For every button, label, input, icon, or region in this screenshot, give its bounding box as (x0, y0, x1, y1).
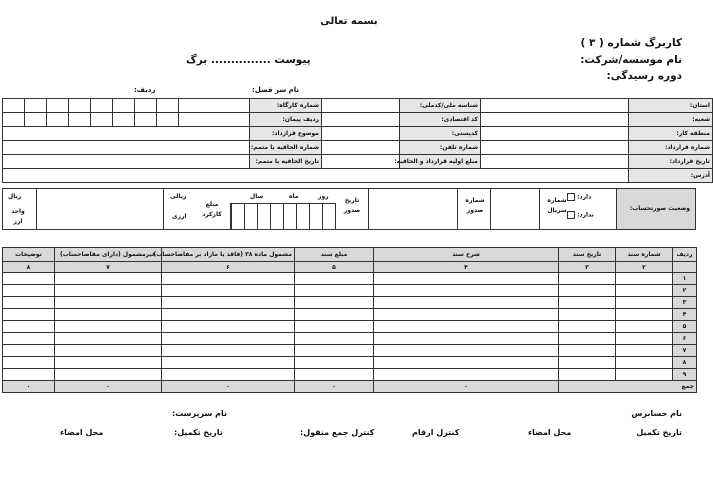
grid-cell[interactable] (157, 113, 179, 127)
table-cell[interactable] (374, 273, 559, 285)
table-cell[interactable] (3, 345, 55, 357)
serial-no-label: شماره سریال (547, 197, 567, 214)
grid-cell[interactable] (135, 113, 157, 127)
table-cell[interactable] (3, 333, 55, 345)
has-invoice-option[interactable] (567, 193, 591, 201)
amendment-date-field[interactable] (3, 155, 250, 169)
table-cell[interactable] (616, 285, 673, 297)
contract-no-field[interactable] (481, 141, 629, 155)
table-cell[interactable] (559, 333, 616, 345)
total-label: جمع (559, 381, 697, 393)
table-cell[interactable] (55, 297, 162, 309)
col-header-notes: توضیحات (3, 248, 55, 262)
table-cell[interactable] (616, 309, 673, 321)
table-cell[interactable] (616, 369, 673, 381)
row-number: ۶ (673, 333, 697, 345)
number-control-label: کنترل ارقام (412, 428, 460, 437)
row-number: ۳ (673, 297, 697, 309)
table-cell[interactable] (616, 333, 673, 345)
col-number: ۴ (374, 262, 559, 273)
grid-cell[interactable] (69, 99, 91, 113)
table-cell[interactable] (295, 369, 374, 381)
grid-cell[interactable] (69, 113, 91, 127)
table-cell[interactable] (616, 297, 673, 309)
completion-date-label-1: تاریخ تکمیل (636, 428, 682, 437)
table-cell[interactable] (3, 357, 55, 369)
signature-label-1: محل امضاء (528, 428, 572, 437)
col-header-amount: مبلغ سند (295, 248, 374, 262)
amendment-no-field[interactable] (3, 141, 250, 155)
table-cell[interactable] (55, 369, 162, 381)
grid-cell[interactable] (91, 99, 113, 113)
postal-code-field[interactable] (322, 127, 400, 141)
contract-no-label: شماره قرارداد: (629, 141, 713, 155)
table-cell[interactable] (559, 309, 616, 321)
issue-date-field[interactable] (230, 203, 336, 230)
grid-cell[interactable] (113, 113, 135, 127)
contract-subject-label: موضوع قرارداد: (250, 127, 322, 141)
grid-cell[interactable] (3, 113, 25, 127)
table-cell[interactable] (55, 357, 162, 369)
col-number: ۶ (162, 262, 295, 273)
grid-cell[interactable] (113, 99, 135, 113)
branch-field[interactable] (481, 113, 629, 127)
carried-total-control-label: کنترل جمع منقول: (300, 428, 375, 437)
month-label: ماه (289, 193, 299, 200)
contract-date-field[interactable] (481, 155, 629, 169)
table-cell[interactable] (55, 333, 162, 345)
table-cell[interactable] (616, 321, 673, 333)
table-cell[interactable] (616, 357, 673, 369)
address-label: آدرس: (629, 169, 713, 183)
table-cell[interactable] (3, 309, 55, 321)
documents-table (2, 247, 697, 393)
table-cell[interactable] (374, 309, 559, 321)
table-cell[interactable] (374, 333, 559, 345)
address-field[interactable] (3, 169, 629, 183)
col-number: ۳ (559, 262, 616, 273)
table-cell[interactable] (559, 273, 616, 285)
has-not-label: ندارد: (577, 211, 594, 219)
col-number: ۲ (616, 262, 673, 273)
info-table (2, 98, 713, 183)
table-cell[interactable] (162, 321, 295, 333)
grid-cell[interactable] (135, 99, 157, 113)
col-number: ۵ (295, 262, 374, 273)
currency-unit-label: واحد ارز (11, 208, 25, 225)
signature-label-2: محل امضاء (60, 428, 104, 437)
table-cell[interactable] (374, 369, 559, 381)
grid-cell[interactable] (25, 113, 47, 127)
attachment-label: پیوست ............... برگ (186, 54, 311, 66)
total-cell: ۰ (162, 381, 295, 393)
table-cell[interactable] (162, 369, 295, 381)
rial-label-2: ریال (8, 193, 22, 200)
col-header-exempt: غیرمشمول (دارای مفاصاحساب) (55, 248, 162, 262)
phone-field[interactable] (322, 141, 400, 155)
year-label: سال (250, 193, 264, 200)
table-row (3, 321, 697, 333)
row-number: ۲ (673, 285, 697, 297)
table-cell[interactable] (3, 285, 55, 297)
row-number: ۹ (673, 369, 697, 381)
table-cell[interactable] (295, 321, 374, 333)
table-cell[interactable] (295, 357, 374, 369)
initial-amount-label: مبلغ اولیه قرارداد و الحاقیه: (400, 155, 481, 169)
amendment-date-label: تاریخ الحاقیه یا متمم: (250, 155, 322, 169)
period-label: دوره رسیدگی: (606, 70, 682, 82)
table-cell[interactable] (374, 285, 559, 297)
table-cell[interactable] (295, 285, 374, 297)
table-cell[interactable] (162, 309, 295, 321)
table-row (3, 273, 697, 285)
work-area-field[interactable] (481, 127, 629, 141)
table-row (3, 333, 697, 345)
workshop-no-field[interactable] (179, 99, 250, 113)
work-amount-field[interactable] (36, 188, 164, 230)
contract-date-label: تاریخ قرارداد: (629, 155, 713, 169)
table-cell[interactable] (162, 273, 295, 285)
has-not-invoice-option[interactable] (567, 211, 594, 219)
rial-label-1: ریالی (170, 193, 187, 200)
grid-cell[interactable] (157, 99, 179, 113)
national-id-field[interactable] (322, 99, 400, 113)
work-amount-label: مبلغ کارکرد (202, 201, 222, 218)
table-cell[interactable] (55, 345, 162, 357)
row-label: ردیف: (134, 86, 156, 94)
table-row (3, 297, 697, 309)
currency-label: ارزی (172, 213, 187, 220)
table-cell[interactable] (616, 273, 673, 285)
table-row (3, 345, 697, 357)
auditor-name-label: نام حسابرس (631, 409, 682, 418)
company-label: نام موسسه/شرکت: (580, 54, 682, 66)
initial-amount-field[interactable] (322, 155, 400, 169)
table-row (3, 357, 697, 369)
total-cell: ۰ (3, 381, 55, 393)
grid-cell[interactable] (47, 99, 69, 113)
table-cell[interactable] (162, 345, 295, 357)
table-cell[interactable] (295, 333, 374, 345)
col-header-row: ردیف (673, 248, 697, 262)
issue-no-label: شماره صدور (465, 197, 485, 214)
table-cell[interactable] (374, 345, 559, 357)
table-cell[interactable] (55, 273, 162, 285)
table-cell[interactable] (559, 369, 616, 381)
contract-row-field[interactable] (179, 113, 250, 127)
row-number: ۵ (673, 321, 697, 333)
col-header-doc-no: شماره سند (616, 248, 673, 262)
table-cell[interactable] (374, 297, 559, 309)
table-cell[interactable] (162, 285, 295, 297)
table-cell[interactable] (55, 309, 162, 321)
has-label: دارد: (577, 193, 592, 201)
grid-cell[interactable] (91, 113, 113, 127)
table-cell[interactable] (3, 273, 55, 285)
table-cell[interactable] (55, 321, 162, 333)
total-cell: ۰ (295, 381, 374, 393)
row-number: ۴ (673, 309, 697, 321)
issue-date-label: تاریخ صدور (343, 197, 361, 214)
table-row (3, 309, 697, 321)
amendment-no-label: شماره الحاقیه یا متمم: (250, 141, 322, 155)
branch-label: شعبه: (629, 113, 713, 127)
issue-no-field[interactable] (368, 188, 458, 230)
province-field[interactable] (481, 99, 629, 113)
table-cell[interactable] (55, 285, 162, 297)
table-cell[interactable] (3, 297, 55, 309)
completion-date-label-2: تاریخ تکمیل: (174, 428, 223, 437)
col-number: ۷ (55, 262, 162, 273)
contract-row-label: ردیف پیمان: (250, 113, 322, 127)
total-cell: ۰ (55, 381, 162, 393)
table-cell[interactable] (295, 345, 374, 357)
grid-cell[interactable] (47, 113, 69, 127)
bismillah-title: بسمه تعالی (320, 16, 378, 27)
row-number: ۱ (673, 273, 697, 285)
workshop-no-label: شماره کارگاه: (250, 99, 322, 113)
table-cell[interactable] (295, 273, 374, 285)
economic-code-field[interactable] (322, 113, 400, 127)
row-number: ۷ (673, 345, 697, 357)
col-number: ۸ (3, 262, 55, 273)
table-cell[interactable] (559, 321, 616, 333)
table-cell[interactable] (559, 285, 616, 297)
grid-cell[interactable] (25, 99, 47, 113)
col-header-description: شرح سند (374, 248, 559, 262)
table-cell[interactable] (162, 357, 295, 369)
province-label: استان: (629, 99, 713, 113)
chapter-title: نام سر فصل: (252, 86, 300, 94)
col-header-article38: مشمول ماده ۳۸ (فاقد یا مازاد بر مفاصاحساب) (162, 248, 295, 262)
table-cell[interactable] (3, 321, 55, 333)
day-label: روز (318, 193, 329, 200)
table-cell[interactable] (374, 321, 559, 333)
serial-no-field[interactable] (490, 188, 540, 230)
table-cell[interactable] (374, 357, 559, 369)
table-cell[interactable] (616, 345, 673, 357)
form-title: کاربرگ شماره ( ۳ ) (580, 37, 682, 49)
grid-cell[interactable] (3, 99, 25, 113)
table-cell[interactable] (162, 297, 295, 309)
economic-code-label: کد اقتصادی: (400, 113, 481, 127)
table-row (3, 369, 697, 381)
work-area-label: منطقه کار: (629, 127, 713, 141)
status-label: وضعیت صورتحساب: (629, 205, 690, 212)
col-header-doc-date: تاریخ سند (559, 248, 616, 262)
phone-label: شماره تلفن: (400, 141, 481, 155)
table-cell[interactable] (559, 297, 616, 309)
postal-code-label: کدپستی: (400, 127, 481, 141)
col-number (673, 262, 697, 273)
table-cell[interactable] (559, 345, 616, 357)
table-cell[interactable] (295, 297, 374, 309)
table-cell[interactable] (162, 333, 295, 345)
row-number: ۸ (673, 357, 697, 369)
supervisor-name-label: نام سرپرست: (172, 409, 228, 418)
table-row (3, 285, 697, 297)
table-cell[interactable] (295, 309, 374, 321)
table-cell[interactable] (3, 369, 55, 381)
total-cell: ۰ (374, 381, 559, 393)
national-id-label: شناسه ملی/کدملی: (400, 99, 481, 113)
table-cell[interactable] (559, 357, 616, 369)
contract-subject-field[interactable] (3, 127, 250, 141)
